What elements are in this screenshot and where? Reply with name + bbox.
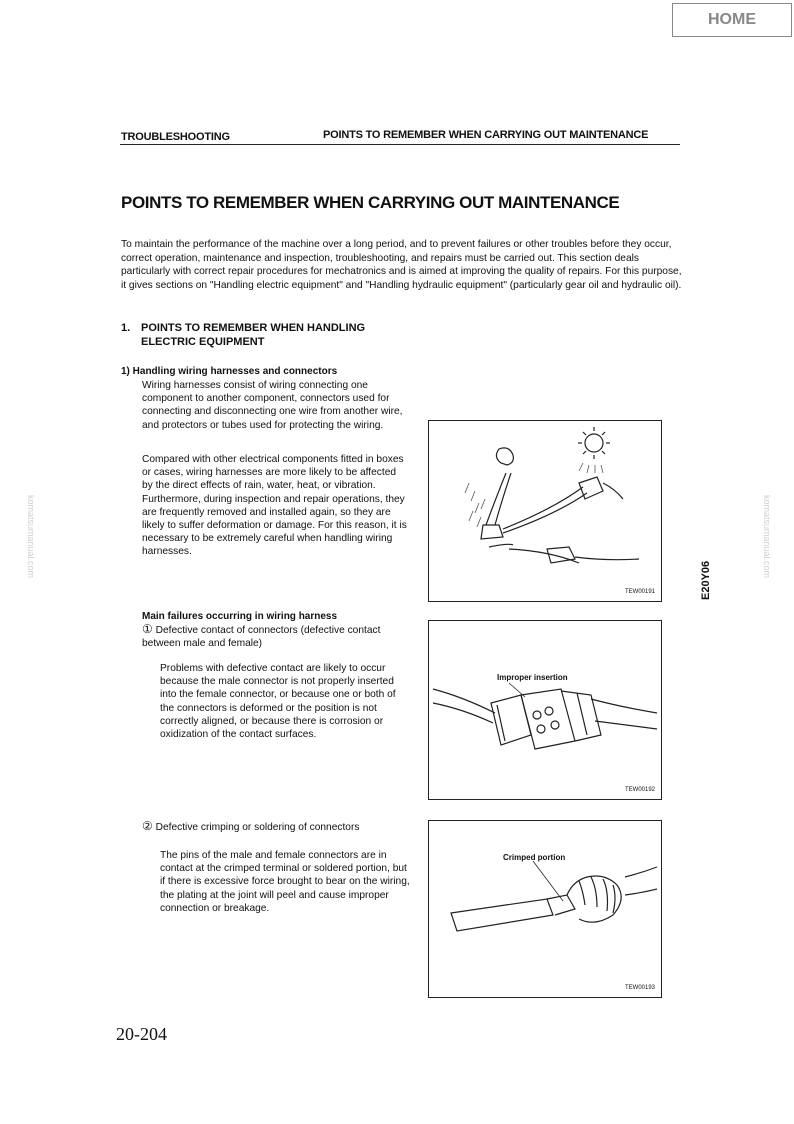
section-title-line2: ELECTRIC EQUIPMENT bbox=[141, 336, 265, 348]
section-number: 1. bbox=[121, 322, 131, 334]
subsection-paragraph-1: Wiring harnesses consist of wiring connecting one component to another component, connectors used for connecting and disconnecting one wire from another wire, and protectors or tubes used for protecting the wiring. bbox=[142, 380, 403, 431]
failure-item-2-title-text: Defective crimping or soldering of connectors bbox=[155, 822, 360, 833]
home-button[interactable]: HOME bbox=[672, 3, 792, 37]
failure-item-1-title-text: Defective contact of connectors (defective contact between male and female) bbox=[142, 625, 381, 650]
failure-item-2-title bbox=[142, 820, 410, 834]
figure-label-crimped-portion: Crimped portion bbox=[503, 853, 566, 862]
intro-paragraph: To maintain the performance of the machine over a long period, and to prevent failures or other troubles before they occur, correct operation, maintenance and inspection, troubleshooting, and repairs must be carried out. This section deals particularly with correct repair procedures for mechatronics and is aimed at improving the quality of repairs. For this purpose, it gives sections on "Handling electric equipment" and "Handling hydraulic equipment" (particularly gear oil and hydraulic oil). bbox=[121, 239, 682, 291]
figure-code: TEW00191 bbox=[624, 589, 655, 595]
failure-item-2-body: The pins of the male and female connectors are in contact at the crimped terminal or soldered portion, but if there is excessive force brought to bear on the wiring, the plating at the joint will peel and cause improper connection or breakage. bbox=[160, 850, 410, 914]
failure-item-1-title bbox=[142, 623, 410, 650]
figure-code: TEW00193 bbox=[624, 985, 655, 991]
harness-weather-illustration bbox=[429, 421, 661, 601]
failure-item-2-marker: ② bbox=[142, 819, 153, 833]
side-document-code: E20Y06 bbox=[700, 560, 712, 600]
subsection-paragraph-2: Compared with other electrical components fitted in boxes or cases, wiring harnesses are more likely to be affected by the direct effects of rain, water, heat, or vibration. Furthermore, during inspection and repair operations, they are frequently removed and installed again, so they are likely to suffer deformation or damage. For this reason, it is necessary to be extremely careful when handling wiring harnesses. bbox=[142, 454, 407, 558]
main-failures-heading: Main failures occurring in wiring harness bbox=[142, 611, 338, 622]
subsection-heading: 1) Handling wiring harnesses and connectors bbox=[121, 366, 338, 377]
page-title: POINTS TO REMEMBER WHEN CARRYING OUT MAINTENANCE bbox=[121, 193, 620, 212]
header-section-label: TROUBLESHOOTING bbox=[121, 131, 230, 143]
failure-item-1-body: Problems with defective contact are likely to occur because the male connector is not properly inserted into the female connector, or because one or both of the connectors is deformed or the position is not correctly aligned, or because there is corrosion or oxidization of the contact surfaces. bbox=[160, 663, 396, 741]
figure-harness-weather bbox=[428, 420, 662, 602]
crimped-portion-illustration bbox=[429, 821, 661, 997]
section-title-line1: POINTS TO REMEMBER WHEN HANDLING bbox=[141, 322, 366, 334]
section-title bbox=[141, 321, 365, 349]
figure-improper-insertion bbox=[428, 620, 662, 800]
improper-insertion-illustration bbox=[429, 621, 661, 799]
figure-crimped-portion bbox=[428, 820, 662, 998]
header-rule bbox=[120, 144, 680, 145]
figure-code: TEW00192 bbox=[624, 787, 655, 793]
header-topic-label: POINTS TO REMEMBER WHEN CARRYING OUT MAINTENANCE bbox=[323, 129, 649, 141]
watermark-left: komatsumanual.com bbox=[26, 495, 36, 579]
watermark-right: komatsumanual.com bbox=[762, 495, 772, 579]
page-number: 20-204 bbox=[116, 1024, 167, 1044]
figure-label-improper-insertion: Improper insertion bbox=[497, 673, 568, 682]
failure-item-1-marker: ① bbox=[142, 622, 153, 636]
